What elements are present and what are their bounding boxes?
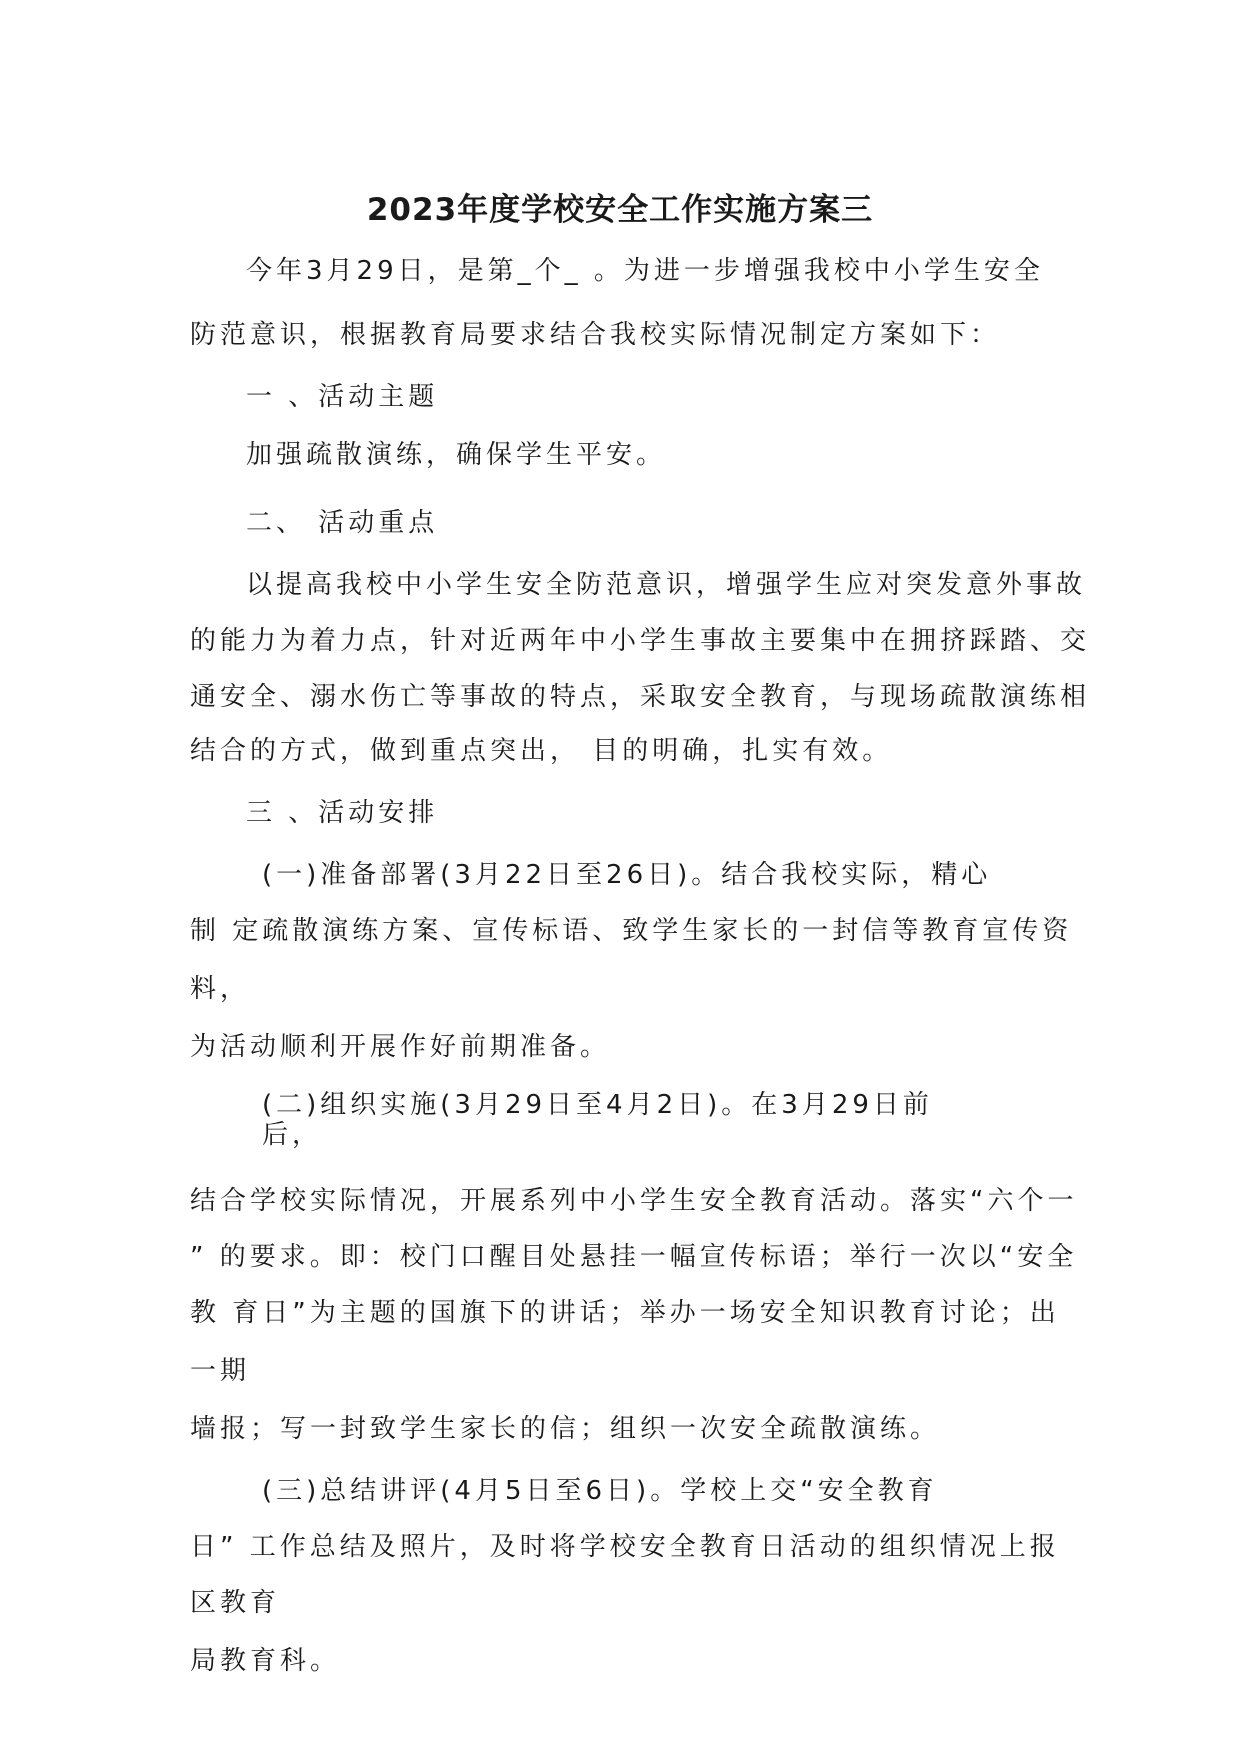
paragraph-impl-line-5: 教 育日”为主题的国旗下的讲话；举办一场安全知识教育讨论；出 xyxy=(190,1298,1060,1328)
paragraph-summary-line-2: 日” 工作总结及照片，及时将学校安全教育日活动的组织情况上报 xyxy=(190,1532,1060,1562)
paragraph-impl-line-1: (二)组织实施(3月29日至4月2日)。在3月29日前 xyxy=(262,1090,933,1120)
paragraph-impl-line-2: 后， xyxy=(262,1120,323,1150)
paragraph-impl-line-6: 一期 xyxy=(190,1356,251,1386)
paragraph-summary-line-3: 区教育 xyxy=(190,1588,281,1618)
paragraph-intro-line-1: 今年3月29日，是第_个_ 。为进一步增强我校中小学生安全 xyxy=(246,256,1044,286)
paragraph-focus-line-4: 结合的方式，做到重点突出， 目的明确，扎实有效。 xyxy=(190,736,893,766)
paragraph-prep-line-2: 制 定疏散演练方案、宣传标语、致学生家长的一封信等教育宣传资 xyxy=(190,916,1073,946)
document-title: 2023年度学校安全工作实施方案三 xyxy=(366,192,874,228)
paragraph-impl-line-3: 结合学校实际情况，开展系列中小学生安全教育活动。落实“六个一 xyxy=(190,1186,1078,1216)
section-heading-schedule: 三 、活动安排 xyxy=(246,798,439,828)
paragraph-summary-line-4: 局教育科。 xyxy=(190,1646,341,1676)
paragraph-prep-line-3: 料， xyxy=(190,974,251,1004)
paragraph-focus-line-3: 通安全、溺水伤亡等事故的特点，采取安全教育，与现场疏散演练相 xyxy=(190,682,1091,712)
paragraph-impl-line-7: 墙报；写一封致学生家长的信；组织一次安全疏散演练。 xyxy=(190,1414,941,1444)
paragraph-summary-line-1: (三)总结讲评(4月5日至6日)。学校上交“安全教育 xyxy=(262,1476,938,1506)
section-heading-focus: 二、 活动重点 xyxy=(246,508,439,538)
paragraph-prep-line-4: 为活动顺利开展作好前期准备。 xyxy=(190,1032,611,1062)
paragraph-prep-line-1: (一)准备部署(3月22日至26日)。结合我校实际，精心 xyxy=(262,860,992,890)
paragraph-focus-line-1: 以提高我校中小学生安全防范意识，增强学生应对突发意外事故 xyxy=(246,570,1087,600)
paragraph-focus-line-2: 的能力为着力点，针对近两年中小学生事故主要集中在拥挤踩踏、交 xyxy=(190,626,1091,656)
paragraph-intro-line-2: 防范意识，根据教育局要求结合我校实际情况制定方案如下： xyxy=(190,320,1001,350)
paragraph-theme: 加强疏散演练，确保学生平安。 xyxy=(246,440,667,470)
paragraph-impl-line-4: ” 的要求。即：校门口醒目处悬挂一幅宣传标语；举行一次以“安全 xyxy=(190,1242,1078,1272)
section-heading-theme: 一 、活动主题 xyxy=(246,382,439,412)
